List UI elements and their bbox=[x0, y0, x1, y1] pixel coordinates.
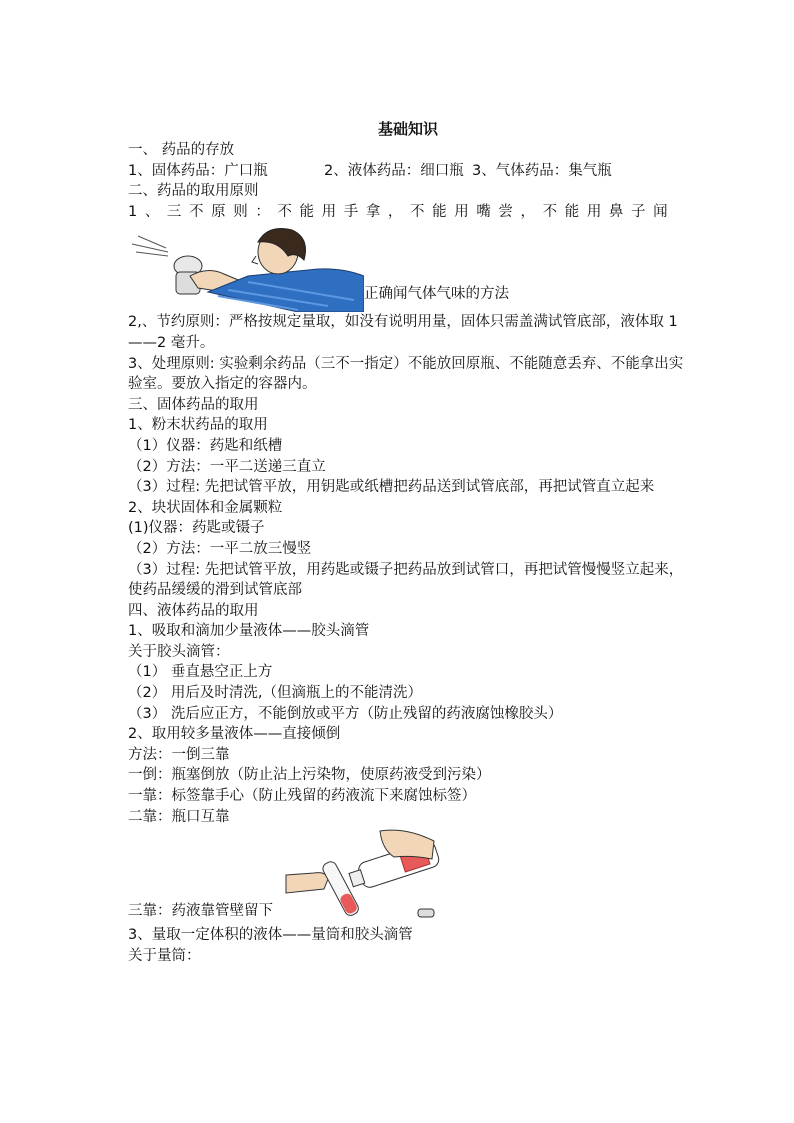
storage-liquid: 2、液体药品：细口瓶 bbox=[324, 162, 464, 179]
lump-process: （3）过程: 先把试管平放，用药匙或镊子把药品放到试管口，再把试管慢慢竖立起来，使药品缓缓的滑到试管底部 bbox=[128, 561, 684, 599]
pour-figure bbox=[128, 829, 688, 925]
smell-figure-caption: 正确闻气体气味的方法 bbox=[364, 286, 509, 303]
lump-tool: (1)仪器：药匙或镊子 bbox=[128, 520, 265, 537]
dropper-rule-1: （1） 垂直悬空正上方 bbox=[128, 664, 273, 681]
section-4-heading: 四、液体药品的取用 bbox=[128, 602, 259, 619]
powder-heading: 1、粉末状药品的取用 bbox=[128, 417, 268, 434]
pour-step-1: 一倒：瓶塞倒放（防止沾上污染物，使原药液受到污染） bbox=[128, 767, 491, 784]
powder-method: （2）方法：一平二送递三直立 bbox=[128, 458, 326, 475]
lump-method: （2）方法：一平二放三慢竖 bbox=[128, 540, 312, 557]
dropper-rule-3: （3） 洗后应正方，不能倒放或平方（防止残留的药液腐蚀橡胶头） bbox=[128, 705, 563, 722]
economy-rule: 2,、节约原则：严格按规定量取，如没有说明用量，固体只需盖满试管底部，液体取 1——2 毫升。 bbox=[128, 314, 678, 351]
dropper-heading: 1、吸取和滴加少量液体——胶头滴管 bbox=[128, 623, 370, 640]
storage-row bbox=[128, 161, 688, 182]
powder-process: （3）过程: 先把试管平放，用钥匙或纸槽把药品送到试管底部，再把试管直立起来 bbox=[128, 479, 655, 496]
pour-step-2: 一靠：标签靠手心（防止残留的药液流下来腐蚀标签） bbox=[128, 788, 476, 805]
disposal-rule: 3、处理原则: 实验剩余药品（三不一指定）不能放回原瓶、不能随意丢弃、不能拿出实验室。要放入指定的容器内。 bbox=[128, 355, 684, 393]
powder-tool: （1）仪器：药匙和纸槽 bbox=[128, 437, 283, 454]
page-title: 基础知识 bbox=[377, 120, 438, 138]
lump-heading: 2、块状固体和金属颗粒 bbox=[128, 499, 283, 516]
pour-step-4: 三靠：药液靠管壁留下 bbox=[128, 903, 273, 920]
dropper-rule-2: （2） 用后及时清洗,（但滴瓶上的不能清洗） bbox=[128, 685, 422, 702]
measure-heading: 3、量取一定体积的液体——量筒和胶头滴管 bbox=[128, 927, 413, 944]
three-no-rule: 1、三不原则：不能用手拿，不能用嘴尝，不能用鼻子闻 bbox=[128, 203, 676, 220]
smell-gas-illustration bbox=[128, 226, 364, 312]
storage-solid: 1、固体药品：广口瓶 bbox=[128, 162, 268, 179]
document-page bbox=[128, 118, 688, 966]
dropper-intro: 关于胶头滴管： bbox=[128, 643, 230, 660]
pour-heading: 2、取用较多量液体——直接倾倒 bbox=[128, 726, 341, 743]
section-3-heading: 三、固体药品的取用 bbox=[128, 396, 259, 413]
pour-method: 方法：一倒三靠 bbox=[128, 746, 230, 763]
section-2-heading: 二、药品的取用原则 bbox=[128, 183, 259, 200]
pour-step-3: 二靠：瓶口互靠 bbox=[128, 808, 230, 825]
smell-figure bbox=[128, 226, 688, 312]
storage-gas: 3、气体药品：集气瓶 bbox=[472, 162, 612, 179]
pouring-illustration bbox=[284, 829, 448, 925]
section-1-heading: 一、 药品的存放 bbox=[128, 142, 235, 158]
cylinder-intro: 关于量筒： bbox=[128, 947, 201, 964]
